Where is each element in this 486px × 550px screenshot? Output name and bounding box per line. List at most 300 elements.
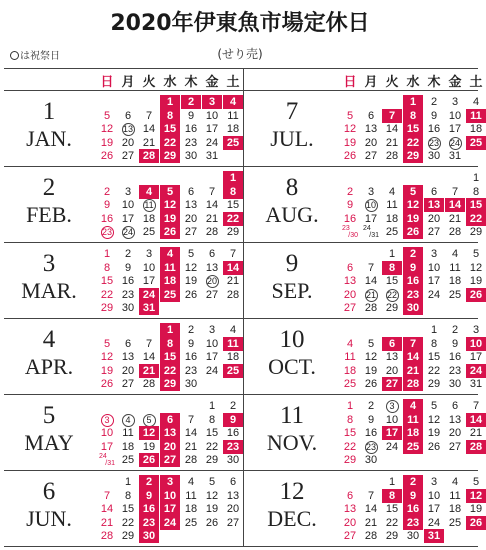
month-number: 11 bbox=[279, 402, 305, 429]
row-divider bbox=[4, 394, 478, 395]
calendar-day: 28 bbox=[184, 454, 198, 467]
calendar-day: 19 bbox=[184, 275, 198, 288]
calendar-day: 19 bbox=[205, 503, 219, 516]
calendar-day: 2 bbox=[403, 247, 423, 261]
calendar-day: 5 bbox=[103, 337, 111, 350]
calendar-day: 5 bbox=[346, 109, 354, 122]
calendar-day: 7 bbox=[208, 185, 216, 198]
calendar-day: 5 bbox=[160, 185, 180, 199]
calendar-day: 22 bbox=[205, 440, 219, 453]
calendar-day: 29 bbox=[385, 302, 399, 315]
calendar-day: 12 bbox=[466, 489, 486, 503]
calendar-day: 6 bbox=[124, 109, 132, 122]
month-name: JUN. bbox=[26, 506, 72, 531]
month-label bbox=[8, 326, 90, 380]
calendar-day: 4 bbox=[118, 413, 138, 427]
month-label bbox=[251, 250, 333, 304]
month-name: OCT. bbox=[268, 354, 316, 379]
calendar-day: 14 bbox=[403, 350, 423, 364]
calendar-day: 21 bbox=[139, 364, 159, 378]
month-name: AUG. bbox=[265, 202, 319, 227]
calendar-day: 6 bbox=[229, 476, 237, 488]
calendar-day: 9 bbox=[223, 413, 243, 427]
calendar-day: 25 bbox=[184, 516, 198, 529]
calendar-day: 8 bbox=[382, 261, 402, 275]
calendar-day: 9 bbox=[403, 261, 423, 275]
calendar-day: 16 bbox=[427, 123, 441, 136]
calendar-day: 15 bbox=[403, 122, 423, 136]
weekday-header: 日 bbox=[100, 75, 114, 90]
calendar-day: 18 bbox=[160, 274, 180, 288]
calendar-day: 10 bbox=[427, 489, 441, 502]
calendar-day: 19 bbox=[142, 440, 156, 453]
calendar-day: 17 bbox=[160, 502, 180, 516]
calendar-day: 16 bbox=[364, 427, 378, 440]
calendar-day: 19 bbox=[427, 427, 441, 440]
calendar-day: 5 bbox=[472, 248, 480, 260]
calendar-day: 13 bbox=[448, 413, 462, 426]
calendar-day: 20 bbox=[206, 276, 217, 287]
calendar-day: 29 bbox=[226, 226, 240, 239]
calendar-day: 8 bbox=[346, 413, 354, 426]
month-name: JAN. bbox=[26, 126, 72, 151]
calendar-day: 18 bbox=[385, 212, 399, 225]
calendar-day: 12 bbox=[184, 261, 198, 274]
calendar-day: 14 bbox=[223, 261, 243, 275]
calendar-day: 1 bbox=[388, 476, 396, 488]
calendar-day: 15 bbox=[205, 427, 219, 440]
calendar-day: 14 bbox=[142, 123, 156, 136]
calendar-day: 31 bbox=[139, 301, 159, 315]
calendar-day: 22 bbox=[223, 212, 243, 226]
calendar-day: 16 bbox=[121, 275, 135, 288]
calendar-day: 25 bbox=[343, 378, 357, 391]
calendar-day: 7 bbox=[145, 337, 153, 350]
calendar-day: 23 /30 bbox=[342, 225, 358, 240]
calendar-day: 31 bbox=[469, 378, 483, 391]
calendar-day: 24 /31 bbox=[99, 453, 115, 468]
page-title: 2020年伊東魚市場定休日 bbox=[110, 11, 370, 36]
month-name: MAY bbox=[24, 430, 74, 455]
calendar-day: 5 bbox=[139, 413, 159, 427]
calendar-day: 29 bbox=[205, 454, 219, 467]
calendar-day: 15 bbox=[385, 275, 399, 288]
calendar-day: 14 bbox=[364, 275, 378, 288]
calendar-day: 16 bbox=[139, 502, 159, 516]
calendar-day: 29 bbox=[343, 454, 357, 467]
calendar-day: 22 bbox=[466, 212, 486, 226]
calendar-day: 20 bbox=[160, 440, 180, 454]
calendar-day: 12 bbox=[469, 261, 483, 274]
calendar-day: 16 bbox=[184, 351, 198, 364]
calendar-day: 21 bbox=[448, 212, 462, 225]
calendar-day: 15 bbox=[343, 427, 357, 440]
calendar-day: 8 bbox=[124, 489, 132, 502]
calendar-day: 27 bbox=[226, 516, 240, 529]
calendar-day: 8 bbox=[208, 413, 216, 426]
month-label bbox=[8, 98, 90, 152]
calendar-day: 22 bbox=[403, 136, 423, 150]
calendar-day: 20 bbox=[448, 427, 462, 440]
weekday-header: 土 bbox=[226, 75, 240, 90]
calendar-day: 14 bbox=[205, 199, 219, 212]
calendar-day: 23 bbox=[184, 136, 198, 149]
calendar-day: 27 bbox=[184, 226, 198, 239]
calendar-day: 20 bbox=[343, 288, 357, 301]
calendar-day: 8 bbox=[223, 185, 243, 199]
calendar-day: 10 bbox=[466, 337, 486, 351]
calendar-day: 1 bbox=[124, 476, 132, 488]
calendar-day: 18 bbox=[448, 503, 462, 516]
calendar-day: 6 bbox=[346, 261, 354, 274]
calendar-day: 12 bbox=[100, 351, 114, 364]
calendar-day: 30 bbox=[427, 150, 441, 163]
calendar-day: 17 bbox=[469, 351, 483, 364]
calendar-day: 10 bbox=[385, 413, 399, 426]
calendar-day: 20 bbox=[121, 136, 135, 149]
calendar-day: 25 bbox=[385, 226, 399, 239]
calendar-day: 13 bbox=[343, 275, 357, 288]
calendar-day: 13 bbox=[343, 503, 357, 516]
month-label bbox=[8, 250, 90, 304]
calendar-day: 13 bbox=[122, 124, 133, 135]
calendar-day: 28 bbox=[364, 302, 378, 315]
calendar-day: 27 bbox=[343, 302, 357, 315]
calendar-day: 16 bbox=[403, 274, 423, 288]
calendar-day: 7 bbox=[187, 413, 195, 426]
calendar-day: 21 bbox=[226, 275, 240, 288]
calendar-day: 10 bbox=[448, 109, 462, 122]
calendar-day: 30 bbox=[184, 378, 198, 391]
calendar-day: 18 bbox=[448, 275, 462, 288]
calendar-day: 23 bbox=[428, 137, 439, 148]
calendar-day: 11 bbox=[185, 489, 197, 502]
calendar-day: 4 bbox=[229, 324, 237, 336]
calendar-day: 5 bbox=[103, 109, 111, 122]
weekday-header: 月 bbox=[364, 75, 378, 90]
calendar-day: 17 bbox=[427, 275, 441, 288]
calendar-day: 29 bbox=[403, 149, 423, 163]
calendar-day: 20 bbox=[427, 212, 441, 225]
calendar-day: 27 bbox=[121, 378, 135, 391]
calendar-day: 6 bbox=[160, 413, 180, 427]
calendar-day: 12 bbox=[160, 198, 180, 212]
calendar-day: 29 bbox=[160, 149, 180, 163]
calendar-day: 11 bbox=[122, 427, 134, 440]
calendar-day: 24 bbox=[205, 364, 219, 377]
calendar-day: 1 bbox=[388, 248, 396, 260]
calendar-day: 22 bbox=[160, 136, 180, 150]
month-name: FEB. bbox=[26, 202, 72, 227]
calendar-day: 24 bbox=[139, 288, 159, 302]
header-top-line bbox=[4, 68, 478, 69]
calendar-day: 3 bbox=[124, 185, 132, 198]
calendar-day: 17 bbox=[205, 351, 219, 364]
calendar-day: 6 bbox=[430, 185, 438, 198]
calendar-day: 26 bbox=[427, 440, 441, 453]
calendar-day: 19 bbox=[100, 364, 114, 377]
calendar-day: 15 bbox=[427, 351, 441, 364]
calendar-day: 22 bbox=[100, 288, 114, 301]
calendar-day: 20 bbox=[226, 503, 240, 516]
calendar-day: 19 bbox=[403, 212, 423, 226]
calendar-day: 8 bbox=[430, 337, 438, 350]
calendar-day: 13 bbox=[184, 199, 198, 212]
calendar-day: 1 bbox=[160, 95, 180, 109]
calendar-day: 10 bbox=[121, 199, 135, 212]
weekday-header: 日 bbox=[343, 75, 357, 90]
calendar-day: 4 bbox=[160, 247, 180, 261]
calendar-day: 17 bbox=[100, 440, 114, 453]
weekday-header: 水 bbox=[163, 75, 177, 90]
calendar-day: 11 bbox=[466, 109, 486, 123]
calendar-day: 13 bbox=[364, 123, 378, 136]
calendar-day: 3 bbox=[97, 413, 117, 427]
calendar-day: 13 bbox=[424, 198, 444, 212]
month-label bbox=[251, 478, 333, 532]
calendar-day: 10 bbox=[160, 489, 180, 503]
calendar-day: 23 bbox=[223, 440, 243, 454]
calendar-day: 8 bbox=[160, 337, 180, 351]
calendar-day: 11 bbox=[344, 351, 356, 364]
calendar-day: 27 bbox=[343, 530, 357, 543]
calendar-day: 15 bbox=[160, 350, 180, 364]
calendar-day: 26 bbox=[364, 378, 378, 391]
calendar-day: 3 bbox=[145, 248, 153, 260]
calendar-day: 20 bbox=[364, 136, 378, 149]
row-divider bbox=[4, 470, 478, 471]
month-name: SEP. bbox=[271, 278, 313, 303]
calendar-day: 7 bbox=[367, 489, 375, 502]
calendar-day: 4 bbox=[187, 476, 195, 488]
calendar-day: 22 bbox=[386, 289, 397, 300]
calendar-day: 2 bbox=[103, 185, 111, 198]
calendar-day: 24 bbox=[122, 227, 133, 238]
calendar-day: 7 bbox=[451, 185, 459, 198]
calendar-day: 12 bbox=[205, 489, 219, 502]
calendar-day: 21 bbox=[403, 364, 423, 378]
calendar-day: 4 bbox=[472, 96, 480, 108]
calendar-day: 2 bbox=[451, 324, 459, 336]
calendar-day: 9 bbox=[124, 261, 132, 274]
calendar-day: 4 bbox=[403, 399, 423, 413]
calendar-day: 1 bbox=[160, 323, 180, 337]
calendar-day: 25 bbox=[121, 454, 135, 467]
calendar-day: 25 bbox=[223, 136, 243, 150]
calendar-day: 9 bbox=[430, 109, 438, 122]
calendar-day: 14 bbox=[364, 503, 378, 516]
calendar-day: 10 bbox=[205, 337, 219, 350]
calendar-day: 26 bbox=[466, 516, 486, 530]
calendar-day: 16 bbox=[226, 427, 240, 440]
calendar-day: 22 bbox=[121, 516, 135, 529]
calendar-day: 24 bbox=[160, 516, 180, 530]
month-number: 1 bbox=[42, 98, 56, 125]
calendar-day: 8 bbox=[160, 109, 180, 123]
calendar-day: 10 bbox=[427, 261, 441, 274]
calendar-day: 9 bbox=[403, 489, 423, 503]
calendar-day: 7 bbox=[229, 248, 237, 260]
calendar-day: 7 bbox=[403, 337, 423, 351]
calendar-day: 3 bbox=[208, 324, 216, 336]
calendar-day: 27 bbox=[364, 150, 378, 163]
calendar-day: 27 bbox=[448, 440, 462, 453]
calendar-day: 27 bbox=[205, 288, 219, 301]
calendar-day: 22 bbox=[427, 364, 441, 377]
calendar-day: 18 bbox=[226, 123, 240, 136]
calendar-day: 19 bbox=[469, 275, 483, 288]
calendar-day: 9 bbox=[187, 109, 195, 122]
calendar-day: 29 bbox=[121, 530, 135, 543]
calendar-day: 21 bbox=[184, 440, 198, 453]
row-divider bbox=[4, 242, 478, 243]
month-name: MAR. bbox=[21, 278, 77, 303]
row-divider bbox=[4, 318, 478, 319]
calendar-day: 3 bbox=[430, 476, 438, 488]
month-number: 12 bbox=[279, 478, 305, 505]
calendar-day: 2 bbox=[181, 95, 201, 109]
calendar-day: 26 bbox=[160, 225, 180, 239]
calendar-day: 7 bbox=[382, 109, 402, 123]
calendar-day: 9 bbox=[103, 199, 111, 212]
calendar-day: 19 bbox=[343, 136, 357, 149]
calendar-day: 1 bbox=[472, 172, 480, 184]
calendar-day: 8 bbox=[103, 261, 111, 274]
calendar-day: 20 bbox=[343, 516, 357, 529]
calendar-day: 7 bbox=[472, 400, 480, 412]
weekday-header: 土 bbox=[469, 75, 483, 90]
calendar-day: 13 bbox=[160, 426, 180, 440]
calendar-day: 3 bbox=[202, 95, 222, 109]
calendar-day: 14 bbox=[466, 413, 486, 427]
calendar-day: 6 bbox=[187, 185, 195, 198]
calendar-day: 4 bbox=[451, 476, 459, 488]
calendar-day: 4 bbox=[223, 95, 243, 109]
calendar-day: 7 bbox=[145, 109, 153, 122]
calendar-day: 2 bbox=[367, 400, 375, 412]
calendar-day: 24 bbox=[385, 440, 399, 453]
calendar-day: 30 bbox=[139, 529, 159, 543]
calendar-day: 21 bbox=[469, 427, 483, 440]
calendar-day: 12 bbox=[403, 198, 423, 212]
calendar-day: 24 /31 bbox=[363, 225, 379, 240]
calendar-day: 30 bbox=[121, 302, 135, 315]
calendar-day: 29 bbox=[469, 226, 483, 239]
calendar-day: 17 bbox=[142, 275, 156, 288]
calendar-day: 15 bbox=[226, 199, 240, 212]
calendar-day: 26 bbox=[184, 288, 198, 301]
calendar-day: 23 bbox=[403, 288, 423, 302]
calendar-day: 20 bbox=[184, 212, 198, 225]
weekday-header: 火 bbox=[385, 75, 399, 90]
calendar-day: 28 bbox=[205, 226, 219, 239]
calendar-day: 15 bbox=[100, 275, 114, 288]
calendar-day: 11 bbox=[449, 489, 461, 502]
row-divider bbox=[4, 166, 478, 167]
calendar-day: 23 bbox=[101, 227, 112, 238]
calendar-day: 11 bbox=[160, 261, 180, 275]
calendar-day: 29 bbox=[160, 377, 180, 391]
calendar-day: 28 bbox=[403, 377, 423, 391]
calendar-day: 13 bbox=[205, 261, 219, 274]
calendar-day: 16 bbox=[184, 123, 198, 136]
month-name: DEC. bbox=[267, 506, 317, 531]
month-number: 9 bbox=[285, 250, 299, 277]
column-divider bbox=[243, 68, 244, 546]
calendar-day: 17 bbox=[364, 212, 378, 225]
calendar-day: 3 bbox=[160, 475, 180, 489]
calendar-day: 23 bbox=[365, 441, 376, 452]
calendar-day: 25 bbox=[403, 440, 423, 454]
calendar-day: 19 bbox=[100, 136, 114, 149]
calendar-day: 28 bbox=[100, 530, 114, 543]
calendar-day: 29 bbox=[385, 530, 399, 543]
calendar-day: 15 bbox=[160, 122, 180, 136]
calendar-day: 22 bbox=[160, 364, 180, 378]
calendar-day: 6 bbox=[451, 400, 459, 412]
calendar-day: 1 bbox=[103, 248, 111, 260]
calendar-day: 24 bbox=[427, 288, 441, 301]
calendar-day: 25 bbox=[448, 516, 462, 529]
month-name: NOV. bbox=[266, 430, 318, 455]
calendar-day: 21 bbox=[385, 136, 399, 149]
sale-note: (せり売) bbox=[217, 47, 263, 61]
calendar-day: 18 bbox=[121, 440, 135, 453]
calendar-day: 15 bbox=[466, 198, 486, 212]
calendar-day: 16 bbox=[448, 351, 462, 364]
calendar-day: 5 bbox=[403, 185, 423, 199]
calendar-day: 3 bbox=[382, 399, 402, 413]
calendar-day: 8 bbox=[472, 185, 480, 198]
calendar-day: 4 bbox=[139, 185, 159, 199]
month-number: 6 bbox=[42, 478, 56, 505]
month-number: 2 bbox=[42, 174, 56, 201]
calendar-day: 14 bbox=[142, 351, 156, 364]
calendar-day: 16 bbox=[100, 212, 114, 225]
calendar-day: 16 bbox=[403, 502, 423, 516]
calendar-day: 30 bbox=[448, 378, 462, 391]
calendar-day: 10 bbox=[205, 109, 219, 122]
calendar-day: 6 bbox=[346, 489, 354, 502]
calendar-day: 30 bbox=[226, 454, 240, 467]
calendar-day: 10 bbox=[142, 261, 156, 274]
calendar-day: 28 bbox=[364, 530, 378, 543]
weekday-header: 金 bbox=[205, 75, 219, 90]
calendar-day: 2 bbox=[139, 475, 159, 489]
calendar-day: 28 bbox=[226, 288, 240, 301]
calendar-day: 5 bbox=[472, 476, 480, 488]
calendar-day: 8 bbox=[403, 109, 423, 123]
calendar-day: 21 bbox=[365, 289, 376, 300]
calendar-day: 24 bbox=[427, 516, 441, 529]
calendar-day: 5 bbox=[208, 476, 216, 488]
calendar-day: 18 bbox=[403, 426, 423, 440]
month-number: 5 bbox=[42, 402, 56, 429]
month-number: 8 bbox=[285, 174, 299, 201]
month-label bbox=[8, 402, 90, 456]
calendar-day: 17 bbox=[448, 123, 462, 136]
calendar-day: 24 bbox=[205, 136, 219, 149]
calendar-day: 23 bbox=[139, 516, 159, 530]
calendar-day: 18 bbox=[343, 364, 357, 377]
calendar-day: 8 bbox=[382, 489, 402, 503]
calendar-day: 20 bbox=[121, 364, 135, 377]
header-bottom-line bbox=[4, 90, 478, 91]
calendar-day: 6 bbox=[367, 109, 375, 122]
calendar-day: 17 bbox=[121, 212, 135, 225]
calendar-day: 11 bbox=[449, 261, 461, 274]
calendar-day: 20 bbox=[385, 364, 399, 377]
